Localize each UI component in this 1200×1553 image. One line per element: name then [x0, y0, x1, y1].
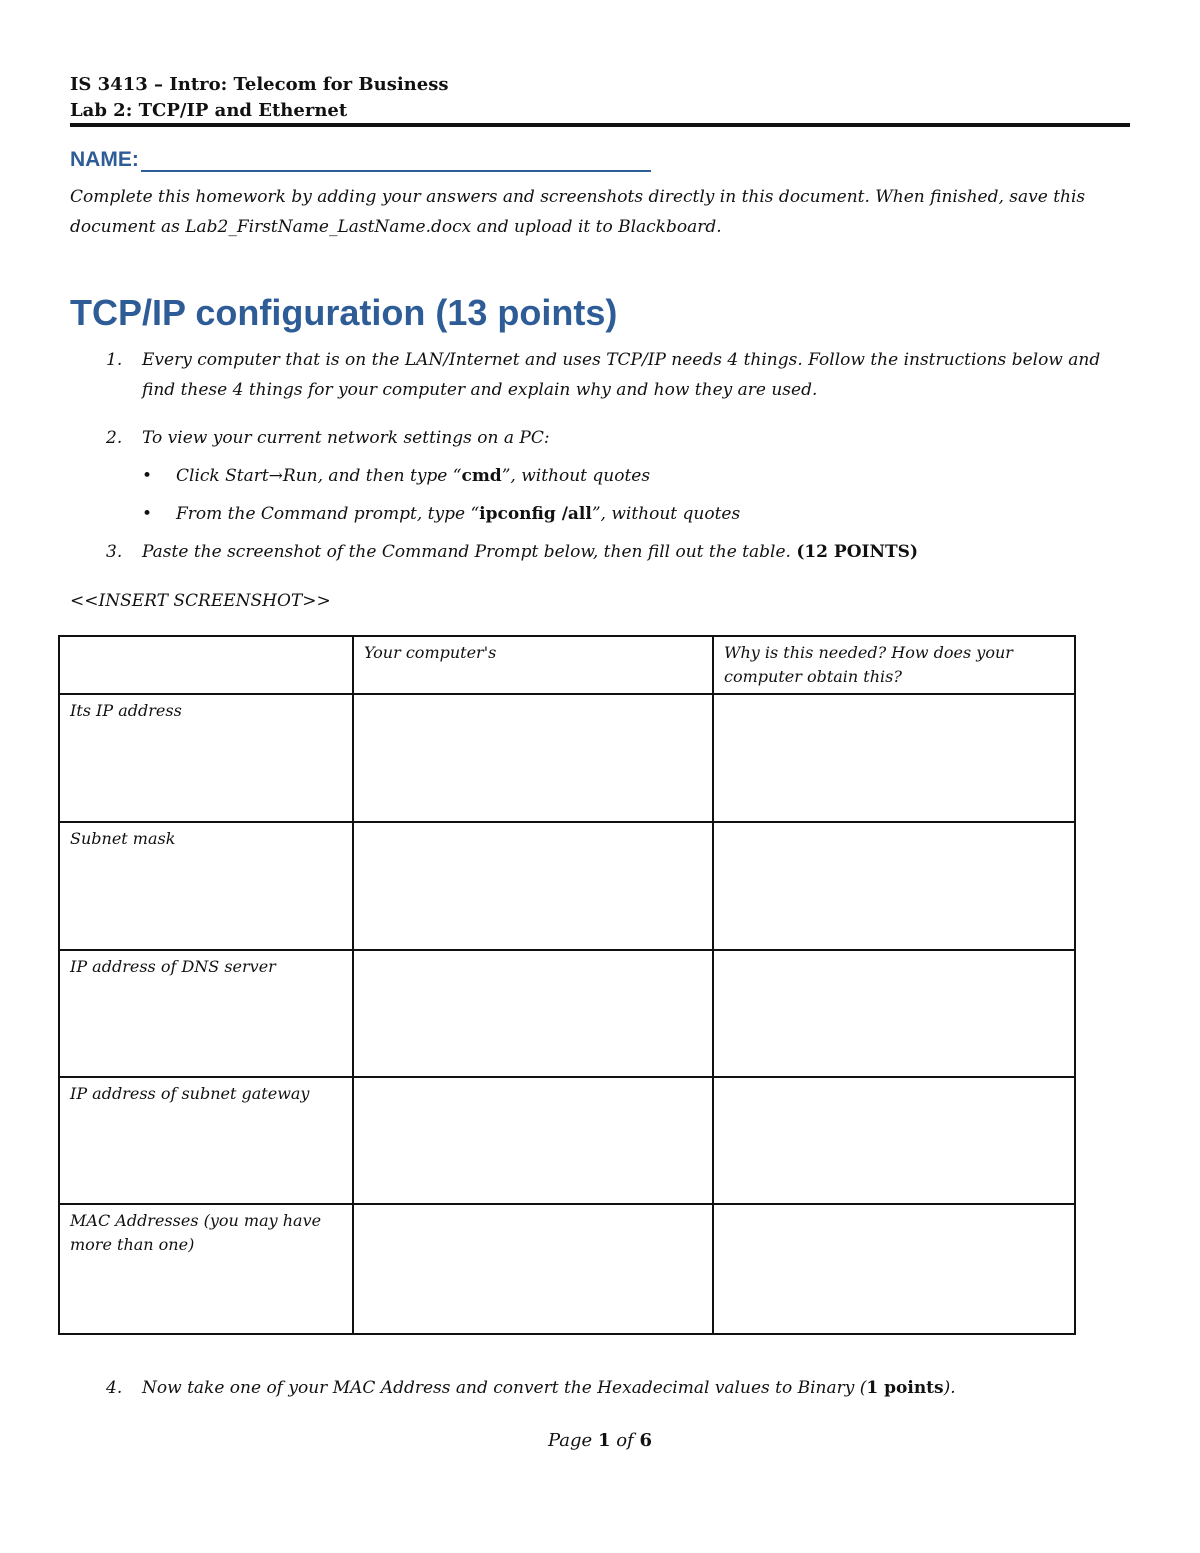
name-field[interactable]	[70, 148, 651, 172]
answer-cell[interactable]	[713, 950, 1075, 1077]
step-number: 4.	[106, 1378, 123, 1398]
bullet-1-post: ”, without quotes	[501, 466, 651, 486]
step-number: 3.	[106, 542, 123, 562]
row-label-ip-address: Its IP address	[59, 694, 353, 822]
answer-cell[interactable]	[353, 1077, 713, 1204]
bullet-2-post: ”, without quotes	[591, 504, 741, 524]
step-number: 2.	[106, 428, 123, 448]
table-header-your-computer: Your computer's	[353, 636, 713, 694]
table-row	[59, 1204, 1075, 1334]
cmd-command: cmd	[461, 466, 502, 486]
step-1	[106, 345, 1136, 405]
bullet-dot: •	[142, 504, 153, 524]
table-header-empty	[59, 636, 353, 694]
answer-cell[interactable]	[713, 694, 1075, 822]
step-4-post: ).	[943, 1378, 956, 1398]
intro-line-1: Complete this homework by adding your answers and screenshots directly in this document. When finished, save this	[70, 187, 1086, 207]
answer-cell[interactable]	[353, 822, 713, 950]
table-row	[59, 822, 1075, 950]
step-1-line-1: Every computer that is on the LAN/Internet and uses TCP/IP needs 4 things. Follow the instructions below and	[142, 350, 1101, 370]
name-blank-line[interactable]	[141, 148, 651, 172]
answer-cell[interactable]	[353, 694, 713, 822]
row-label-mac-addresses: MAC Addresses (you may have more than one)	[59, 1204, 353, 1334]
answer-cell[interactable]	[353, 950, 713, 1077]
name-label: NAME:	[70, 148, 139, 171]
intro-line-2: document as Lab2_FirstName_LastName.docx and upload it to Blackboard.	[70, 217, 722, 237]
answer-cell[interactable]	[713, 822, 1075, 950]
instructions-paragraph	[70, 182, 1130, 242]
header-rule	[70, 123, 1130, 127]
document-header	[70, 72, 1130, 124]
lab-title: Lab 2: TCP/IP and Ethernet	[70, 100, 348, 121]
screenshot-placeholder[interactable]: <<INSERT SCREENSHOT>>	[70, 591, 331, 611]
table-header-why-needed: Why is this needed? How does your computer obtain this?	[713, 636, 1075, 694]
table-row	[59, 950, 1075, 1077]
bullet-run-cmd	[142, 461, 1042, 491]
page-total: 6	[639, 1430, 652, 1451]
step-4-points: 1 points	[866, 1378, 944, 1398]
step-1-line-2: find these 4 things for your computer and explain why and how they are used.	[142, 380, 818, 400]
row-label-dns-server: IP address of DNS server	[59, 950, 353, 1077]
bullet-dot: •	[142, 466, 153, 486]
bullet-ipconfig	[142, 499, 1042, 529]
step-3-text: Paste the screenshot of the Command Prompt below, then fill out the table.	[142, 542, 797, 562]
step-number: 1.	[106, 350, 123, 370]
step-3	[106, 537, 1136, 567]
page-footer	[0, 1430, 1200, 1451]
table-row	[59, 1077, 1075, 1204]
step-2	[106, 423, 1136, 453]
step-4-text: Now take one of your MAC Address and convert the Hexadecimal values to Binary (	[142, 1378, 867, 1398]
answer-cell[interactable]	[713, 1077, 1075, 1204]
table-row	[59, 694, 1075, 822]
step-2-text: To view your current network settings on a PC:	[142, 428, 550, 448]
bullet-1-pre: Click Start→Run, and then type “	[176, 466, 462, 486]
table-header-row	[59, 636, 1075, 694]
row-label-subnet-mask: Subnet mask	[59, 822, 353, 950]
answer-cell[interactable]	[353, 1204, 713, 1334]
bullet-2-pre: From the Command prompt, type “	[176, 504, 480, 524]
tcpip-table	[58, 635, 1076, 1335]
ipconfig-command: ipconfig /all	[479, 504, 592, 524]
step-4	[106, 1373, 1136, 1403]
answer-cell[interactable]	[713, 1204, 1075, 1334]
page-word: Page	[548, 1430, 593, 1451]
page-number: 1	[597, 1430, 611, 1451]
course-title: IS 3413 – Intro: Telecom for Business	[70, 74, 449, 95]
section-title: TCP/IP configuration (13 points)	[70, 292, 618, 333]
of-word: of	[616, 1430, 634, 1451]
step-3-points: (12 POINTS)	[796, 542, 918, 562]
row-label-subnet-gateway: IP address of subnet gateway	[59, 1077, 353, 1204]
